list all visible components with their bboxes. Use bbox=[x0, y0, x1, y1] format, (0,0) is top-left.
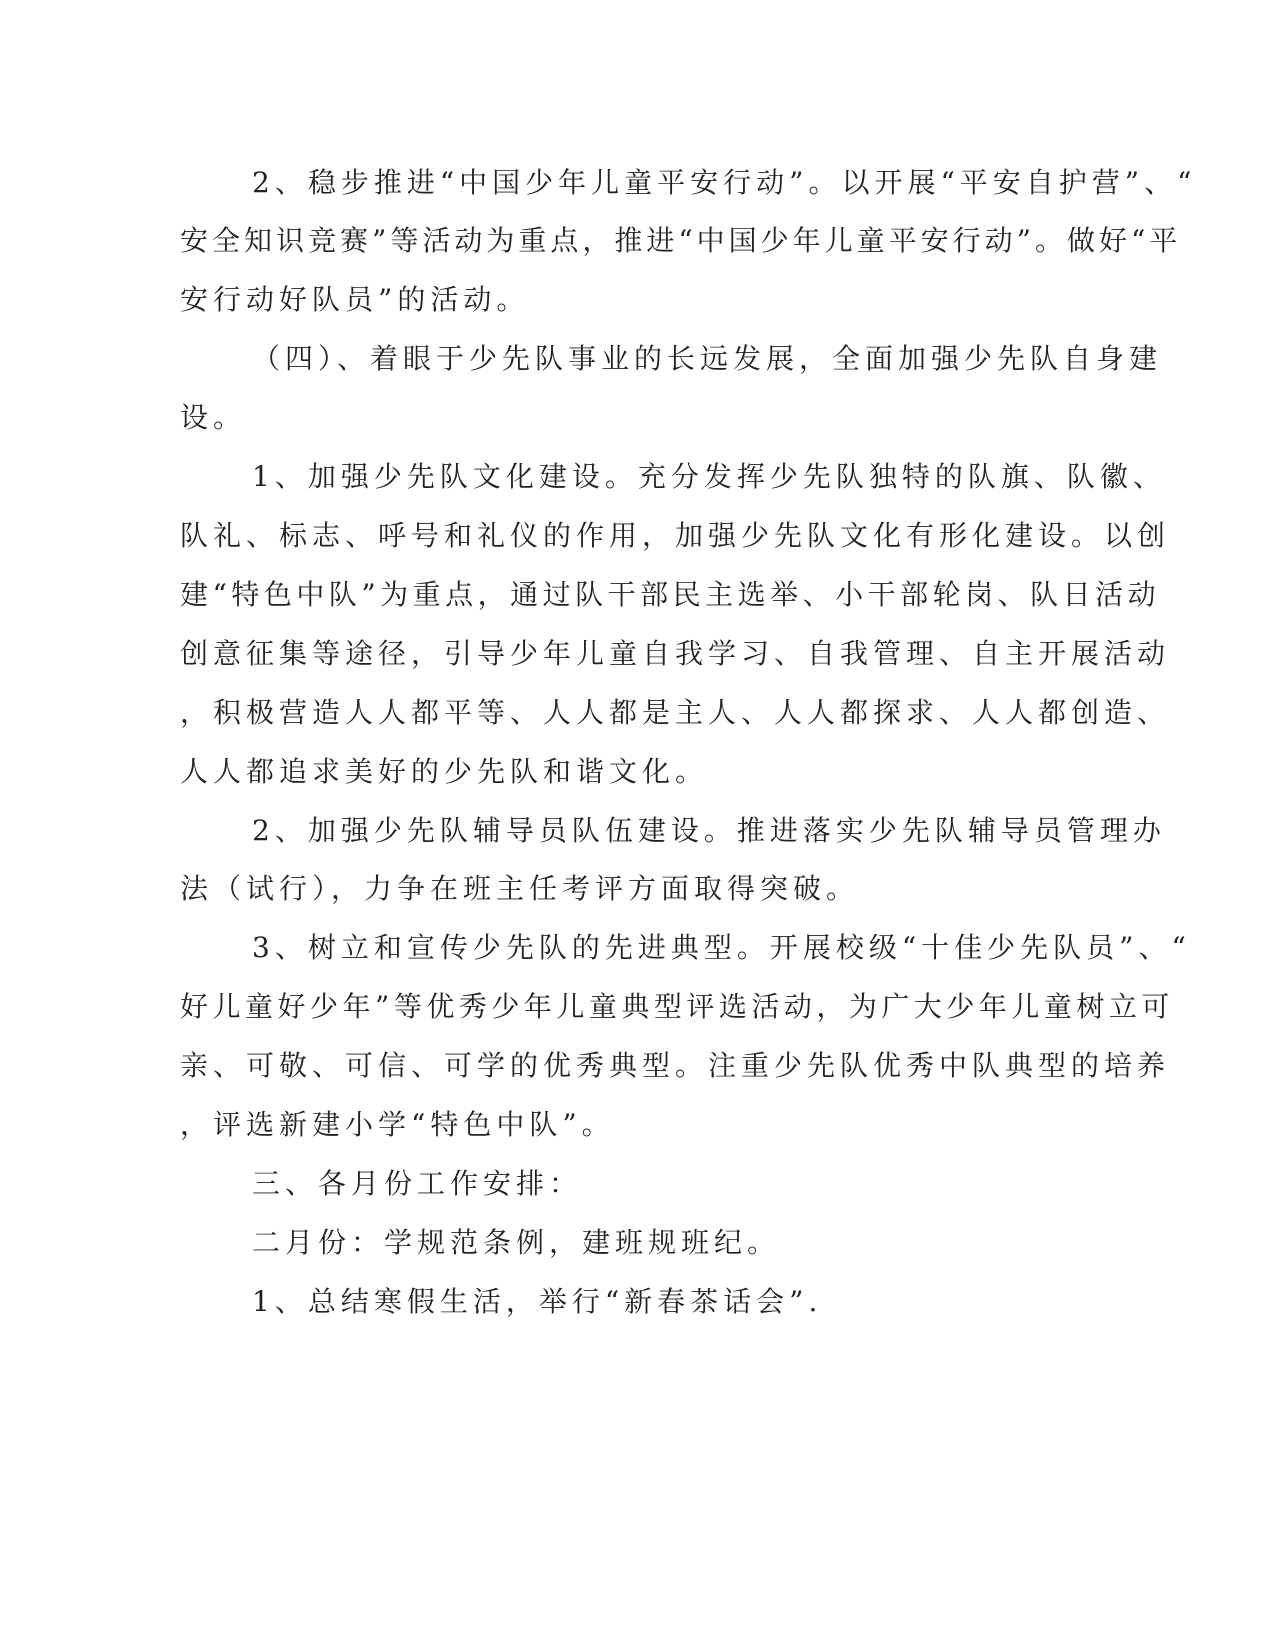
section-heading: 三、各月份工作安排： bbox=[252, 1167, 583, 1200]
text-line: 1、加强少先队文化建设。充分发挥少先队独特的队旗、队徽、 bbox=[252, 460, 1166, 493]
text-line: 建“特色中队”为重点，通过队干部民主选举、小干部轮岗、队日活动 bbox=[180, 578, 1161, 611]
text-line: ，积极营造人人都平等、人人都是主人、人人都探求、人人都创造、 bbox=[180, 696, 1171, 729]
text-line: 1、总结寒假生活，举行“新春茶话会”. bbox=[252, 1285, 823, 1318]
section-heading: （四）、着眼于少先队事业的长远发展，全面加强少先队自身建 bbox=[252, 342, 1163, 375]
text-line: 人人都追求美好的少先队和谐文化。 bbox=[180, 755, 709, 788]
text-line: 安全知识竞赛”等活动为重点，推进“中国少年儿童平安行动”。做好“平 bbox=[180, 224, 1182, 257]
text-line: 法（试行），力争在班主任考评方面取得突破。 bbox=[180, 872, 860, 905]
text-line: 2、稳步推进“中国少年儿童平安行动”。以开展“平安自护营”、“ bbox=[252, 166, 1197, 199]
text-line: 3、树立和宣传少先队的先进典型。开展校级“十佳少先队员”、“ bbox=[252, 931, 1191, 964]
text-line: 2、加强少先队辅导员队伍建设。推进落实少先队辅导员管理办 bbox=[252, 814, 1166, 847]
text-line: 创意征集等途径，引导少年儿童自我学习、自我管理、自主开展活动 bbox=[180, 637, 1171, 670]
text-line: 设。 bbox=[180, 401, 247, 434]
text-line: 好儿童好少年”等优秀少年儿童典型评选活动，为广大少年儿童树立可 bbox=[180, 990, 1174, 1023]
text-line: 二月份：学规范条例，建班规班纪。 bbox=[252, 1226, 781, 1259]
text-line: 亲、可敬、可信、可学的优秀典型。注重少先队优秀中队典型的培养 bbox=[180, 1049, 1171, 1082]
text-line: 队礼、标志、呼号和礼仪的作用，加强少先队文化有形化建设。以创 bbox=[180, 519, 1171, 552]
text-line: ，评选新建小学“特色中队”。 bbox=[180, 1108, 615, 1141]
text-line: 安行动好队员”的活动。 bbox=[180, 283, 530, 316]
